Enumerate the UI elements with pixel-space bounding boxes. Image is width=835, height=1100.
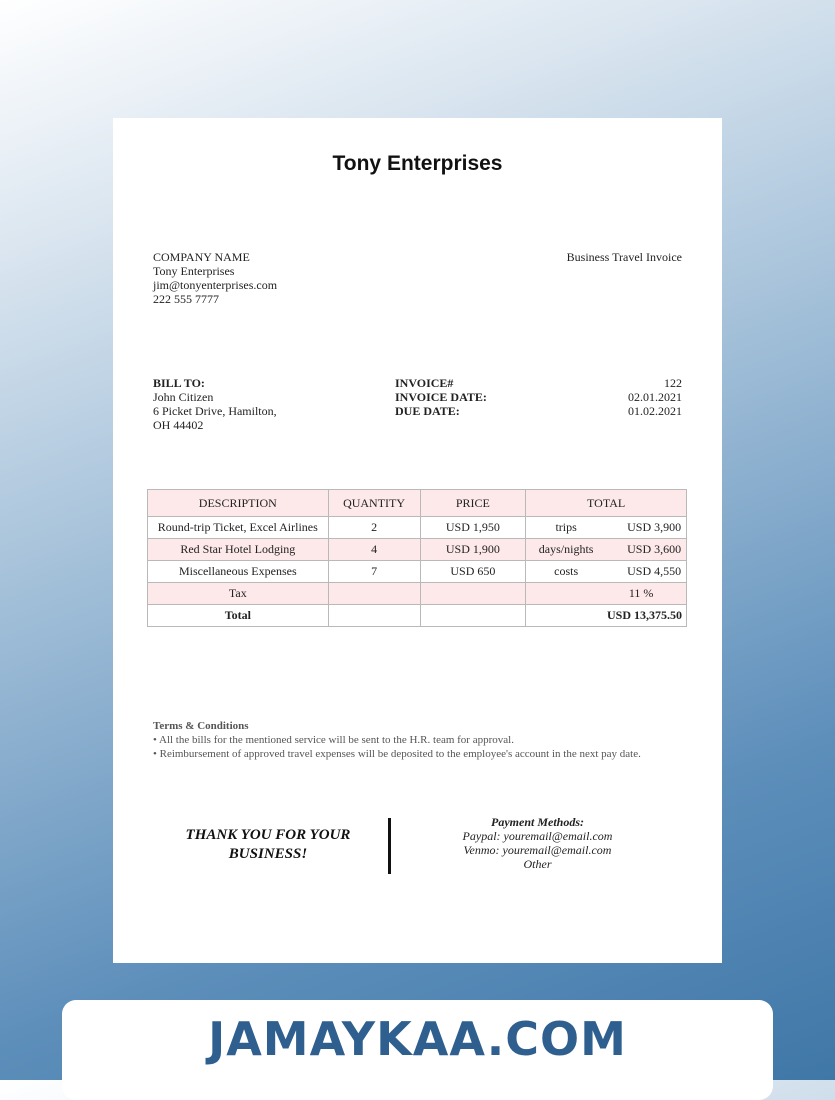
row-total-cell [526,539,687,561]
document-type: Business Travel Invoice [566,250,682,264]
thank-you-message: THANK YOU FOR YOUR BUSINESS! [185,827,351,862]
watermark-text: JAMAYKAA.COM [208,1012,627,1066]
payment-paypal: Paypal: youremail@email.com [462,829,613,843]
row-total: USD 3,900 [627,520,682,534]
row-total: USD 3,600 [627,542,682,556]
bill-to-address-line2: OH 44402 [153,418,204,432]
from-name: Tony Enterprises [153,264,235,278]
row-unit: days/nights [538,542,594,556]
bill-to-block [153,376,277,432]
invoice-meta-values [560,376,682,418]
tax-value: 11 % [628,586,654,600]
invoice-date-label: INVOICE DATE: [395,390,487,404]
bill-to-label: BILL TO: [153,376,205,390]
invoice-number-label: INVOICE# [395,376,454,390]
due-date-label: DUE DATE: [395,404,460,418]
footer-divider [388,818,391,874]
header-total: TOTAL [526,490,687,517]
total-row [148,605,687,627]
row-unit: trips [555,520,577,534]
from-block [153,250,277,306]
row-price: USD 1,900 [420,539,526,561]
table-row [148,561,687,583]
invoice-date: 02.01.2021 [628,390,682,404]
payment-other: Other [523,857,552,871]
invoice-number: 122 [664,376,682,390]
tax-value-cell [526,583,687,605]
table-header-row [148,490,687,517]
row-total-cell [526,561,687,583]
payment-venmo: Venmo: youremail@email.com [463,843,612,857]
row-price: USD 1,950 [420,517,526,539]
grand-total: USD 13,375.50 [526,605,687,627]
terms-title: Terms & Conditions [153,720,249,732]
terms-line: • Reimbursement of approved travel expenses will be deposited to the employee's account in the next pay date. [153,748,641,760]
row-total: USD 4,550 [627,564,682,578]
payment-title: Payment Methods: [491,815,584,829]
payment-methods [430,815,645,871]
from-email: jim@tonyenterprises.com [153,278,278,292]
tax-row [148,583,687,605]
row-quantity: 2 [328,517,420,539]
bill-to-name: John Citizen [153,390,214,404]
terms-block [153,719,683,761]
row-description: Red Star Hotel Lodging [148,539,329,561]
tax-label: Tax [148,583,329,605]
due-date: 01.02.2021 [628,404,682,418]
total-label: Total [148,605,329,627]
row-price: USD 650 [420,561,526,583]
row-description: Round-trip Ticket, Excel Airlines [148,517,329,539]
bill-to-address-line1: 6 Picket Drive, Hamilton, [153,404,277,418]
row-quantity: 7 [328,561,420,583]
company-title: Tony Enterprises [332,152,503,175]
invoice-meta-labels [395,376,487,418]
row-description: Miscellaneous Expenses [148,561,329,583]
table-row [148,539,687,561]
terms-line: • All the bills for the mentioned service will be sent to the H.R. team for approval. [153,734,514,746]
header-price: PRICE [420,490,526,517]
invoice-items-table [147,489,687,627]
row-quantity: 4 [328,539,420,561]
header-description: DESCRIPTION [148,490,329,517]
row-unit: costs [554,564,579,578]
table-row [148,517,687,539]
header-quantity: QUANTITY [328,490,420,517]
row-total-cell [526,517,687,539]
from-phone: 222 555 7777 [153,292,219,306]
from-label: COMPANY NAME [153,250,250,264]
